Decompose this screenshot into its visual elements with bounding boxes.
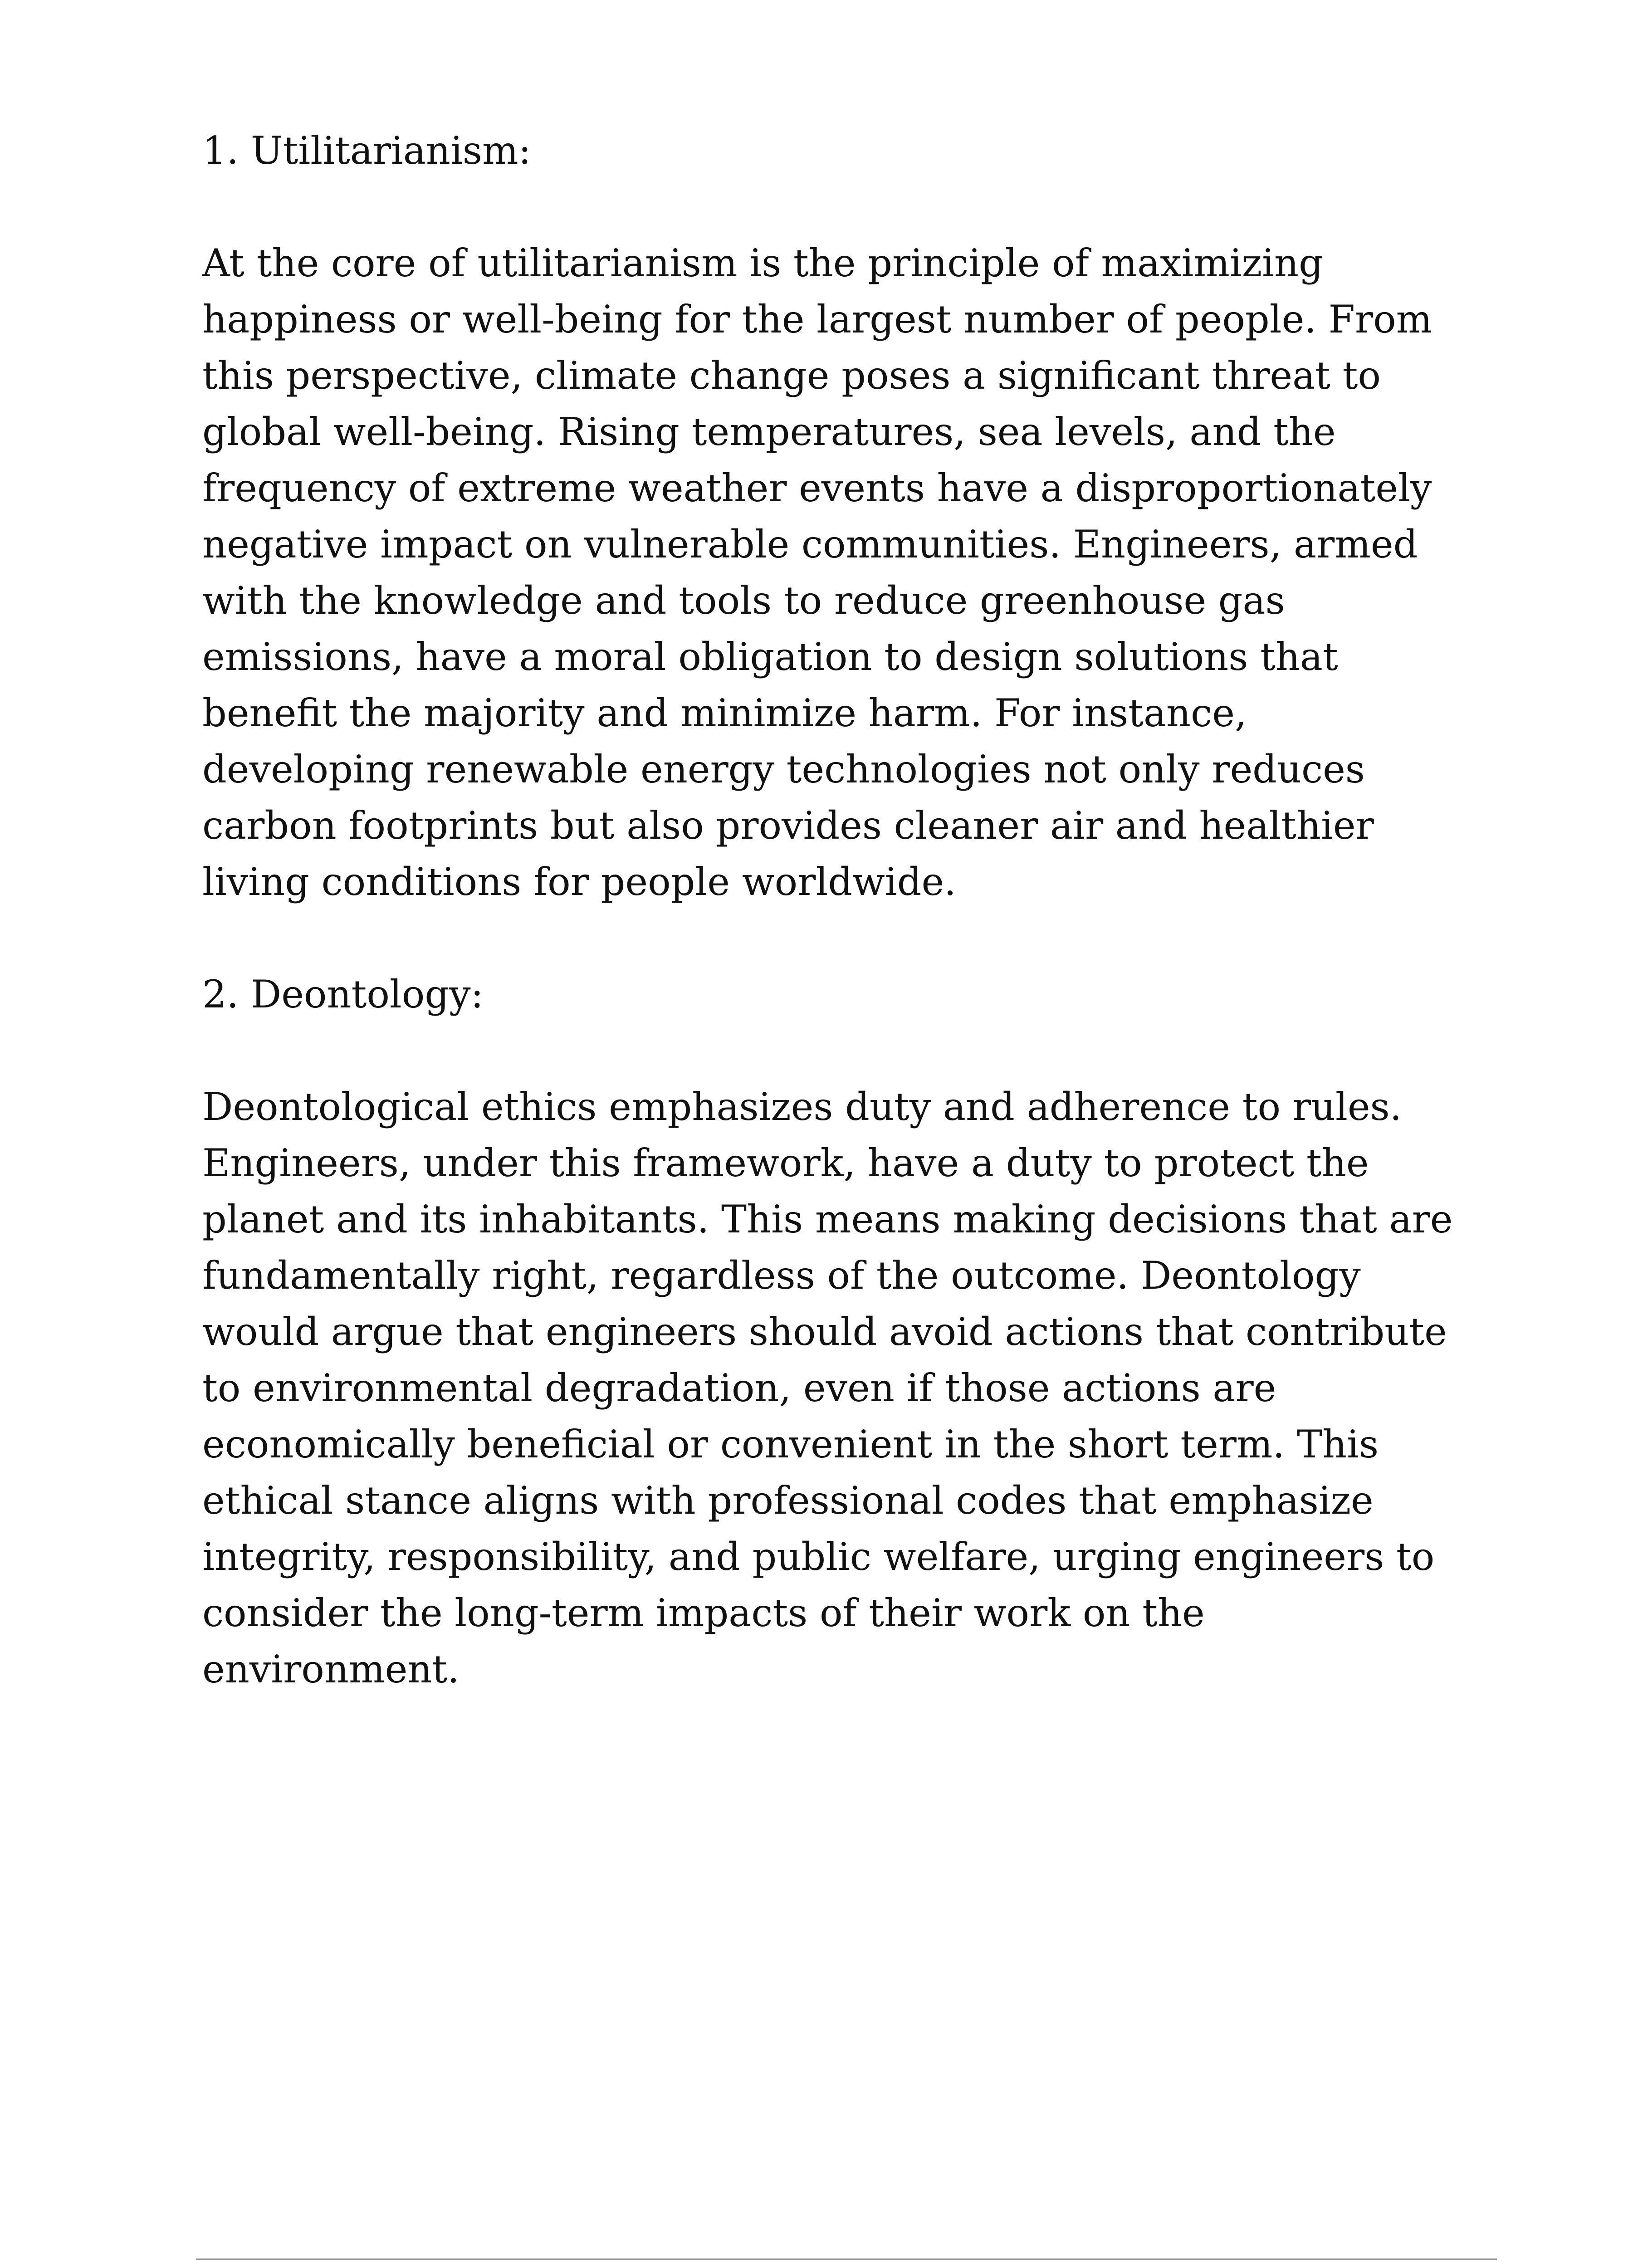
text-line: with the knowledge and tools to reduce greenhouse gas: [202, 578, 1285, 623]
text-line: this perspective, climate change poses a significant threat to: [202, 353, 1381, 398]
text-line: would argue that engineers should avoid actions that contribute: [202, 1310, 1447, 1354]
text-line: happiness or well-being for the largest number of people. From: [202, 297, 1433, 342]
text-line: benefit the majority and minimize harm. For instance,: [202, 691, 1247, 735]
section-heading-deontology: 2. Deontology:: [202, 972, 484, 1017]
text-line: fundamentally right, regardless of the outcome. Deontology: [202, 1253, 1361, 1298]
text-line: Engineers, under this framework, have a duty to protect the: [202, 1141, 1369, 1185]
text-line: consider the long-term impacts of their work on the: [202, 1591, 1205, 1635]
text-line: planet and its inhabitants. This means making decisions that are: [202, 1197, 1453, 1242]
footer-divider: [196, 2258, 1497, 2260]
text-line: emissions, have a moral obligation to design solutions that: [202, 635, 1338, 679]
text-line: ethical stance aligns with professional codes that emphasize: [202, 1478, 1374, 1523]
text-line: carbon footprints but also provides cleaner air and healthier: [202, 803, 1374, 848]
section-heading-utilitarianism: 1. Utilitarianism:: [202, 128, 531, 173]
text-line: At the core of utilitarianism is the principle of maximizing: [202, 241, 1323, 285]
text-line: developing renewable energy technologies not only reduces: [202, 747, 1365, 792]
spacer: [202, 1022, 1545, 1079]
text-line: to environmental degradation, even if those actions are: [202, 1366, 1276, 1410]
page-content: [202, 122, 1545, 1697]
text-line: integrity, responsibility, and public welfare, urging engineers to: [202, 1535, 1435, 1579]
text-line: environment.: [202, 1647, 460, 1691]
paragraph-utilitarianism: [202, 235, 1545, 910]
text-line: Deontological ethics emphasizes duty and adherence to rules.: [202, 1085, 1402, 1129]
text-line: living conditions for people worldwide.: [202, 860, 956, 904]
text-line: economically beneficial or convenient in the short term. This: [202, 1422, 1379, 1466]
text-line: frequency of extreme weather events have a disproportionately: [202, 466, 1432, 510]
text-line: global well-being. Rising temperatures, sea levels, and the: [202, 410, 1336, 454]
paragraph-deontology: [202, 1079, 1545, 1697]
spacer: [202, 179, 1545, 235]
spacer: [202, 910, 1545, 966]
text-line: negative impact on vulnerable communities. Engineers, armed: [202, 522, 1418, 567]
